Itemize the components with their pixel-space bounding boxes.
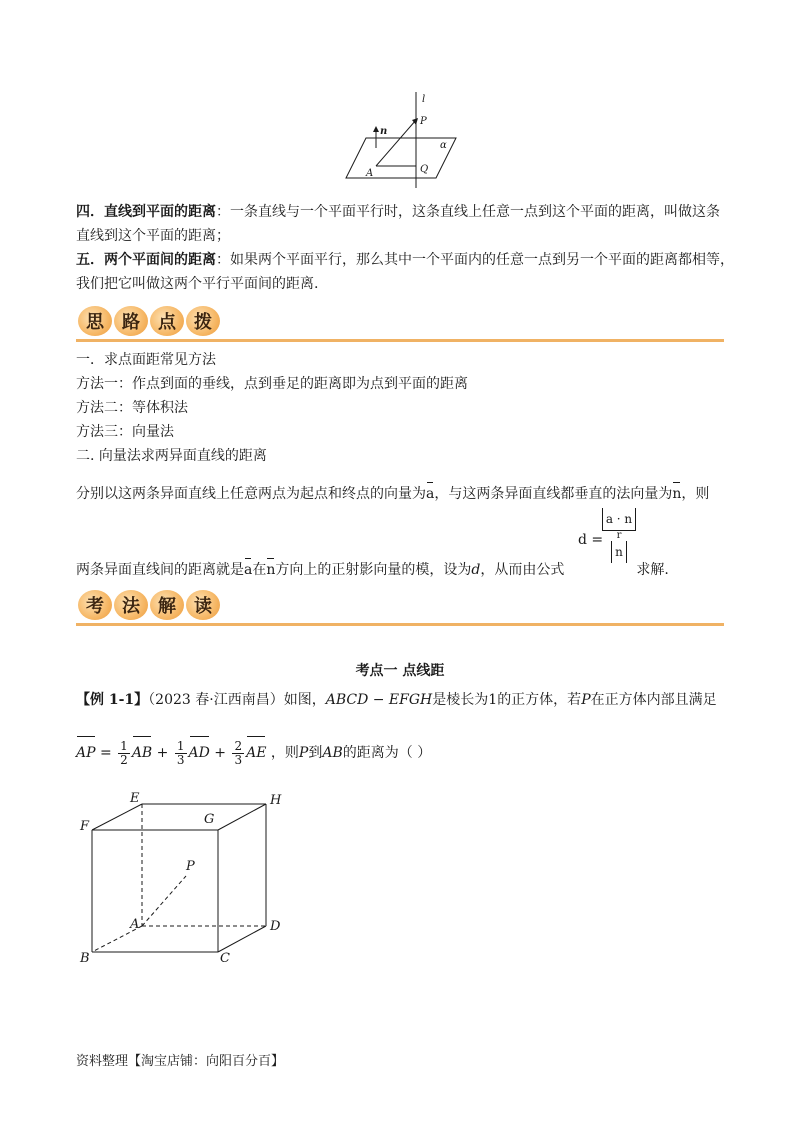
section5-line1: [76, 250, 734, 270]
label-l: l: [422, 94, 426, 105]
edge-CD: [218, 926, 266, 952]
vector-n: n: [672, 486, 682, 502]
banner1-rule: [76, 339, 724, 342]
banner2-char: 法: [114, 590, 148, 620]
p2-text-e: 求解.: [636, 562, 669, 578]
example-t5: 到: [308, 745, 323, 761]
vector-a: a: [244, 562, 253, 578]
example-t2: 的正方体，若: [497, 692, 582, 708]
vector-a: a: [426, 486, 435, 502]
segment-AP: [142, 876, 186, 926]
label-n: n: [380, 126, 388, 137]
formula-fraction: [602, 508, 636, 563]
example-AB2: AB: [322, 745, 343, 761]
label-alpha: α: [440, 140, 447, 151]
formula-den-text: n: [615, 545, 623, 559]
p2-text-c: 方向上的正射影向量的模，设为: [275, 562, 472, 578]
edge-GH: [218, 804, 266, 830]
plane-normal-figure: [340, 90, 470, 190]
section5-line2: [76, 274, 318, 294]
formula-d: d =: [578, 532, 604, 548]
banner2-char: 读: [186, 590, 220, 620]
coef-1-num: 1: [120, 738, 128, 753]
p2-text-b: 在: [252, 562, 267, 578]
banner-silu-dianbo: [76, 306, 724, 342]
method-3: 方法三：向量法: [76, 424, 174, 440]
example-t4: ，则: [270, 745, 299, 761]
label-A: A: [366, 168, 374, 179]
coef-2-den: 3: [176, 752, 185, 767]
example-t6: 的距离为（ ）: [342, 745, 432, 761]
p2-text-a: 两条异面直线间的距离就是: [76, 562, 244, 578]
banner2-rule: [76, 623, 724, 626]
p2-d: d: [471, 562, 481, 578]
example-t3: 在正方体内部且满足: [590, 692, 717, 708]
coef-1-den: 2: [120, 752, 128, 767]
section4-title: 四．直线到平面的距离: [76, 204, 216, 220]
p1-text-c: ，则: [681, 486, 710, 502]
vector-n: n: [266, 562, 276, 578]
cube-label-C: C: [220, 951, 230, 966]
example-cube-name: ABCD − EFGH: [325, 692, 433, 708]
section5-title: 五．两个平面间的距离: [76, 252, 216, 268]
cube-label-B: B: [80, 951, 90, 966]
methods-heading2: 二. 向量法求两异面直线的距离: [76, 448, 267, 464]
p1-text-a: 分别以这两条异面直线上任意两点为起点和终点的向量为: [76, 486, 426, 502]
cube-label-H: H: [270, 793, 282, 808]
cube-label-F: F: [80, 819, 90, 834]
kaodian-title: 考点一 点线距: [355, 663, 445, 679]
example-tag: 【例 1-1】: [76, 692, 149, 708]
banner1-char: 路: [114, 306, 148, 336]
example-line1: [76, 690, 717, 710]
example-P2: P: [298, 745, 309, 761]
banner1-char: 点: [150, 306, 184, 336]
vec-AB: AB: [132, 738, 152, 768]
section5-text1: ：如果两个平面平行，那么其中一个平面内的任意一点到另一个平面的距离都相等，: [216, 252, 734, 268]
methods-heading1: 一．求点面距常见方法: [76, 352, 216, 368]
plus-sign: +: [156, 745, 169, 761]
section4-text2: 直线到这个平面的距离；: [76, 228, 230, 244]
coef-2: [175, 740, 187, 767]
formula-numerator: [602, 508, 636, 531]
label-P: P: [420, 116, 427, 127]
vec-AE: AE: [246, 738, 266, 768]
example-source: （2023 春·江西南昌）如图，: [148, 692, 326, 708]
footer-text: 资料整理【淘宝店铺：向阳百分百】: [76, 1054, 285, 1069]
banner2-char: 考: [78, 590, 112, 620]
example-one: 1: [488, 692, 498, 708]
formula-num-text: a · n: [605, 512, 633, 526]
vector-paragraph-line1: [76, 484, 709, 504]
method-2: 方法二：等体积法: [76, 400, 188, 416]
vec-AD: AD: [189, 738, 210, 768]
coef-2-num: 1: [176, 738, 185, 753]
example-line2: [76, 738, 431, 768]
vec-AP: AP: [76, 738, 96, 768]
edge-FE: [92, 804, 142, 830]
cube-label-P: P: [186, 859, 195, 874]
section5-text2: 我们把它叫做这两个平行平面间的距离.: [76, 276, 319, 292]
coef-3-num: 2: [234, 738, 243, 753]
cube-label-D: D: [270, 919, 281, 934]
coef-3-den: 3: [234, 752, 243, 767]
example-P: P: [581, 692, 591, 708]
plus-sign: +: [214, 745, 227, 761]
banner1-char: 思: [78, 306, 112, 336]
cube-label-G: G: [204, 812, 215, 827]
cube-label-E: E: [130, 791, 140, 806]
coef-3: [232, 740, 244, 767]
vector-paragraph-line2: [76, 560, 669, 580]
example-t1: 是棱长为: [432, 692, 489, 708]
eq-sign: =: [99, 745, 112, 761]
label-Q: Q: [420, 164, 429, 175]
section4-line2: [76, 226, 230, 246]
p1-text-b: ，与这两条异面直线都垂直的法向量为: [434, 486, 673, 502]
section4-line1: [76, 202, 720, 222]
cube-figure: [78, 790, 288, 970]
normal-arrowhead: [373, 126, 379, 132]
coef-1: [118, 740, 130, 767]
p2-text-d: ，从而由公式: [480, 562, 565, 578]
formula-r: r: [616, 530, 622, 541]
method-1: 方法一：作点到面的垂线，点到垂足的距离即为点到平面的距离: [76, 376, 468, 392]
banner2-char: 解: [150, 590, 184, 620]
cube-label-A: A: [130, 917, 140, 932]
banner1-char: 拨: [186, 306, 220, 336]
section4-text1: ：一条直线与一个平面平行时，这条直线上任意一点到这个平面的距离，叫做这条: [216, 204, 720, 220]
banner-kaofa-jiedu: [76, 590, 724, 626]
